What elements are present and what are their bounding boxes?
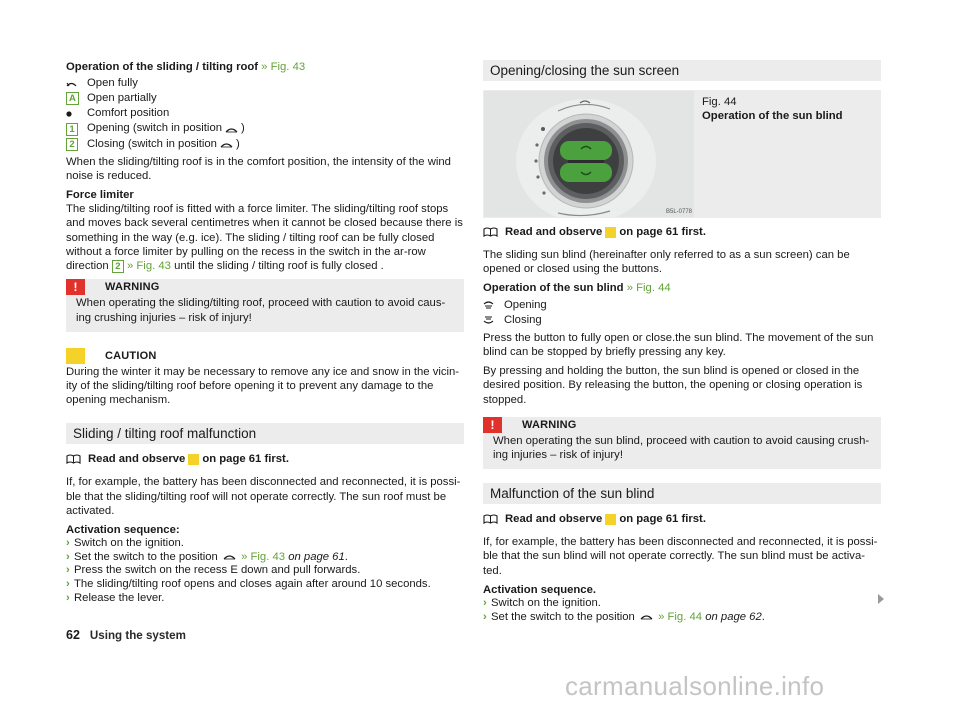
switch-position-icon [640, 613, 653, 620]
warning-icon: ! [483, 417, 502, 433]
caution-marker-icon [605, 514, 616, 525]
list-item: Opening [483, 298, 881, 313]
list-item: › The sliding/tilting roof opens and closes again after around 10 seconds. [66, 577, 431, 590]
warning-label: WARNING [105, 281, 160, 294]
activation-steps [66, 537, 464, 605]
roof-malfunction-text: If, for example, the battery has been disconnected and reconnected, it is possi-ble that the sliding/tilting roof will not operate correctly. The sun roof must be activated. [66, 476, 461, 517]
blind-malfunction-text: If, for example, the battery has been disconnected and reconnected, it is possi-ble that the sun blind will not operate correctly. The sun blind must be activa-ted. [483, 536, 878, 577]
activation-title: Activation sequence: [66, 523, 180, 536]
list-item: A Open partially [66, 91, 464, 106]
warning-icon: ! [66, 279, 85, 295]
read-observe-line: Read and observe on page 61 first. [66, 453, 464, 465]
switch-position-icon [225, 126, 238, 133]
read-observe-line: Read and observe on page 61 first. [483, 513, 881, 525]
section-heading-sun-screen: Opening/closing the sun screen [483, 60, 881, 81]
warning-text: When operating the sliding/tilting roof, proceed with caution to avoid caus-ing crushing injuries – risk of injury! [76, 297, 446, 324]
open-fully-icon [66, 80, 87, 88]
list-item: Closing [483, 313, 881, 328]
fig-43-link[interactable]: » Fig. 43 [126, 260, 171, 273]
force-limiter-paragraph: Force limiter The sliding/tilting roof is fitted with a force limiter. The sliding/tilting roof stops and moves back several centimetres when it cannot be closed because there is something in the way (e.g. ice). The sliding / tilting roof can be fully closed without a force limiter by pulling on the recess in the switch in the ar-row direction 2 » Fig. 43 until the sliding / tilting roof is fully closed . [66, 189, 463, 273]
position-box-1: 1 [66, 123, 78, 136]
figure-title: Operation of the sun blind [702, 110, 843, 122]
section-heading-blind-malfunction: Malfunction of the sun blind [483, 483, 881, 504]
book-icon [66, 454, 88, 464]
activation-steps [483, 597, 881, 624]
list-item: 2 Closing (switch in position ) [66, 137, 464, 152]
book-icon [483, 227, 505, 237]
activation-title: Activation sequence. [483, 583, 597, 596]
warning-text: When operating the sun blind, proceed with caution to avoid causing crush-ing injuries – risk of injury! [493, 434, 870, 462]
warning-box [483, 417, 881, 469]
fig-43-link[interactable]: » Fig. 43 [241, 550, 286, 563]
list-item: 1 Opening (switch in position ) [66, 121, 464, 136]
page-number: 62 [66, 628, 80, 642]
dot-icon [66, 110, 87, 118]
sun-blind-operation-heading: Operation of the sun blind » Fig. 44 [483, 282, 671, 295]
book-icon [483, 514, 505, 524]
force-limiter-title: Force limiter [66, 189, 134, 202]
caution-icon [66, 348, 85, 364]
switch-position-icon [220, 141, 233, 148]
position-box-2-inline: 2 [112, 260, 124, 273]
fig-44-link[interactable]: » Fig. 44 [658, 610, 703, 623]
section-heading-roof-malfunction: Sliding / tilting roof malfunction [66, 423, 464, 444]
list-item: › Press the switch on the recess E down and pull forwards. [66, 564, 361, 577]
watermark: carmanualsonline.info [565, 671, 825, 701]
list-item: › Set the switch to the position » Fig. 44 on page 62. [483, 610, 765, 623]
switch-position-icon [223, 553, 236, 560]
blind-closing-icon [483, 315, 504, 325]
warning-label: WARNING [522, 418, 577, 431]
list-item: Open fully [66, 76, 464, 91]
right-column [483, 60, 881, 624]
list-item: › Switch on the ignition. [66, 537, 184, 550]
sun-blind-para-2: By pressing and holding the button, the sun blind is opened or closed in the desired position. By releasing the button, the opening or closing operation is stopped. [483, 365, 863, 406]
list-item: Comfort position [66, 106, 464, 121]
roof-position-list [66, 76, 464, 151]
caution-marker-icon [188, 454, 199, 465]
caution-block [66, 348, 464, 408]
position-box-2: 2 [66, 138, 78, 151]
sun-blind-para-1: Press the button to fully open or close.the sun blind. The movement of the sun blind can be stopped by briefly pressing any key. [483, 331, 874, 358]
fig-44-link[interactable]: » Fig. 44 [626, 282, 671, 295]
warning-box [66, 279, 464, 331]
list-item: › Release the lever. [66, 591, 165, 604]
list-item: › Set the switch to the position » Fig. 43 on page 61. [66, 550, 348, 563]
caution-text: During the winter it may be necessary to remove any ice and snow in the vicin-ity of the sliding/tilting roof before opening it to prevent any damage to the opening mechanism. [66, 365, 460, 407]
sun-blind-switch-image [484, 91, 694, 217]
sun-blind-button-list [483, 298, 881, 328]
list-item: › Switch on the ignition. [483, 597, 601, 610]
read-observe-line: Read and observe on page 61 first. [483, 226, 881, 238]
caution-label: CAUTION [105, 349, 157, 362]
figure-label: Fig. 44 [702, 96, 737, 108]
comfort-note: When the sliding/tilting roof is in the comfort position, the intensity of the wind noise is reduced. [66, 155, 451, 182]
figure-code: B5L-0778 [666, 209, 693, 215]
caution-marker-icon [605, 227, 616, 238]
left-column [66, 60, 464, 605]
sun-screen-intro: The sliding sun blind (hereinafter only referred to as a sun screen) can be opened or closed using the buttons. [483, 249, 850, 276]
figure-44 [483, 90, 881, 218]
position-box-a: A [66, 92, 79, 105]
roof-operation-heading: Operation of the sliding / tilting roof » Fig. 43 [66, 61, 306, 73]
footer-section-name: Using the system [89, 629, 186, 642]
fig-43-link[interactable]: » Fig. 43 [261, 61, 306, 73]
figure-caption [694, 90, 843, 218]
continue-arrow-icon [878, 594, 884, 604]
page-footer [66, 628, 186, 642]
blind-opening-icon [483, 300, 504, 310]
